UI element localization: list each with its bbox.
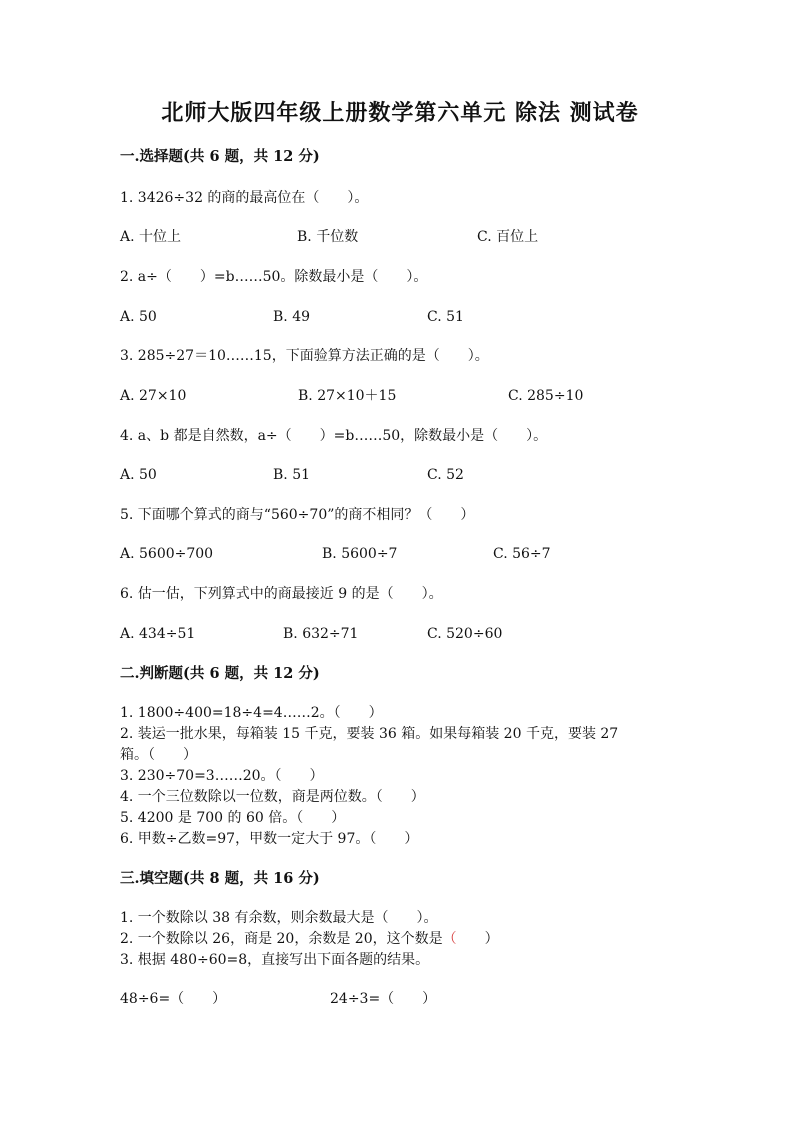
judge-item-continued: 箱。（ ） (120, 747, 197, 763)
judge-item: 5. 4200 是 700 的 60 倍。（ ） (120, 810, 346, 826)
question-text: 6. 估一估，下列算式中的商最接近 9 的是（ ）。 (120, 586, 443, 602)
option-c: C. 56÷7 (493, 546, 551, 562)
question-text: 4. a、b 都是自然数，a÷（ ）=b……50，除数最小是（ ）。 (120, 428, 548, 444)
page-title: 北师大版四年级上册数学第六单元 除法 测试卷 (161, 100, 639, 126)
calc-item: 24÷3=（ ） (330, 991, 437, 1007)
calc-item: 48÷6=（ ） (120, 991, 227, 1007)
option-b: B. 千位数 (297, 229, 359, 245)
judge-item: 3. 230÷70=3……20。（ ） (120, 768, 324, 784)
section-heading-judge: 二.判断题(共 6 题，共 12 分) (120, 665, 320, 682)
judge-item: 2. 装运一批水果，每箱装 15 千克，要装 36 箱。如果每箱装 20 千克，要装 27 (120, 726, 619, 742)
fill-item (120, 929, 499, 949)
option-a: A. 十位上 (120, 229, 182, 245)
option-a: A. 434÷51 (120, 626, 196, 642)
option-a: A. 50 (120, 467, 157, 483)
option-b: B. 5600÷7 (322, 546, 398, 562)
question-text: 2. a÷（ ）=b……50。除数最小是（ ）。 (120, 269, 428, 285)
option-c: C. 51 (427, 309, 464, 325)
option-c: C. 285÷10 (508, 388, 584, 404)
option-c: C. 520÷60 (427, 626, 503, 642)
option-b: B. 49 (273, 309, 311, 325)
question-text: 5. 下面哪个算式的商与“560÷70”的商不相同？（ ） (120, 507, 475, 523)
fill-item-tail: ） (456, 931, 499, 947)
answer-paren-open: （ (442, 931, 457, 947)
question-text: 1. 3426÷32 的商的最高位在（ ）。 (120, 190, 369, 206)
section-heading-choice: 一.选择题(共 6 题，共 12 分) (120, 148, 320, 165)
option-a: A. 5600÷700 (120, 546, 214, 562)
section-heading-fill: 三.填空题(共 8 题，共 16 分) (120, 870, 320, 887)
fill-item-text: 2. 一个数除以 26，商是 20，余数是 20，这个数是 (120, 931, 443, 947)
option-b: B. 51 (273, 467, 311, 483)
option-a: A. 27×10 (120, 388, 187, 404)
judge-item: 4. 一个三位数除以一位数，商是两位数。（ ） (120, 789, 425, 805)
option-b: B. 632÷71 (283, 626, 359, 642)
option-b: B. 27×10＋15 (298, 388, 397, 404)
judge-item: 1. 1800÷400=18÷4=4……2。（ ） (120, 705, 383, 721)
option-c: C. 百位上 (477, 229, 539, 245)
option-c: C. 52 (427, 467, 464, 483)
judge-item: 6. 甲数÷乙数=97，甲数一定大于 97。（ ） (120, 831, 419, 847)
question-text: 3. 285÷27＝10……15，下面验算方法正确的是（ ）。 (120, 348, 489, 364)
fill-item: 3. 根据 480÷60=8，直接写出下面各题的结果。 (120, 952, 430, 968)
fill-item: 1. 一个数除以 38 有余数，则余数最大是（ ）。 (120, 910, 438, 926)
option-a: A. 50 (120, 309, 157, 325)
